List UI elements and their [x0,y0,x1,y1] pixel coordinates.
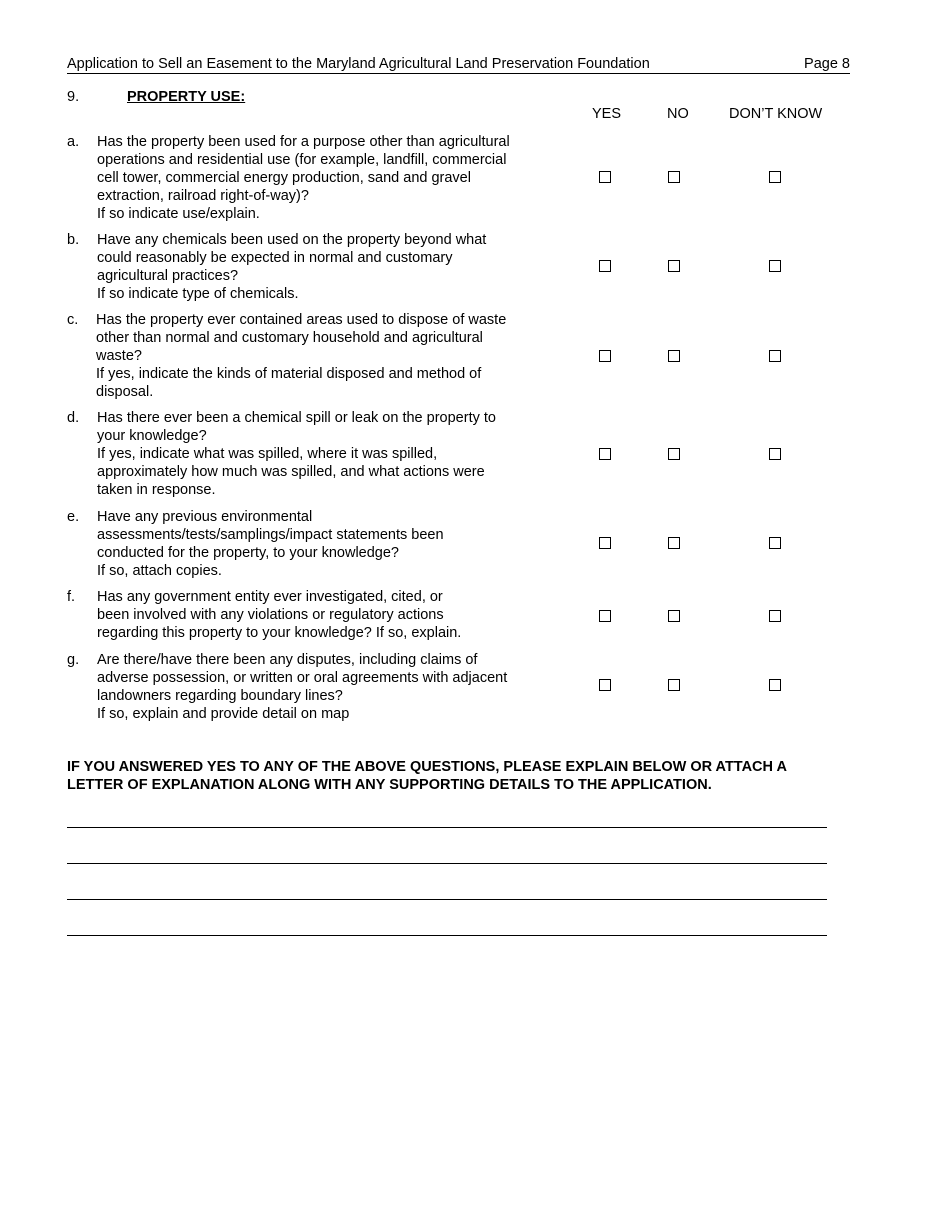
question-e-text: Have any previous environmental assessments/tests/samplings/impact statements been conducted for the property, to your knowledge? If so, attach copies. [97,509,444,579]
question-b-no-checkbox[interactable] [668,260,680,272]
question-c-dont-know-checkbox[interactable] [769,350,781,362]
question-d-letter: d. [67,410,80,426]
explanation-line-3[interactable] [67,899,827,900]
explanation-line-2[interactable] [67,863,827,864]
column-header-dont-know: DON’T KNOW [729,106,823,122]
question-a-no-checkbox[interactable] [668,171,680,183]
question-a-yes-checkbox[interactable] [599,171,611,183]
section-number: 9. [67,89,80,105]
explanation-line-1[interactable] [67,827,827,828]
question-a-text: Has the property been used for a purpose other than agricultural operations and residential use (for example, landfill, commercial cell tower, commercial energy production, sand and gravel extraction, railroad right-of-way)? If so indicate use/explain. [97,134,510,222]
question-g-letter: g. [67,652,80,668]
question-d-yes-checkbox[interactable] [599,448,611,460]
question-f-text: Has any government entity ever investigated, cited, or been involved with any violations or regulatory actions regarding this property to your knowledge? If so, explain. [97,589,462,641]
question-d-text: Has there ever been a chemical spill or leak on the property to your knowledge? If yes, indicate what was spilled, where it was spilled, approximately how much was spilled, and what actions were taken in response. [97,410,496,498]
column-header-no: NO [667,106,689,122]
question-f-letter: f. [67,589,76,605]
question-g-no-checkbox[interactable] [668,679,680,691]
question-c-text: Has the property ever contained areas used to dispose of waste other than normal and customary household and agricultural waste? If yes, indicate the kinds of material disposed and method of disposal. [96,312,507,400]
explanation-instruction: IF YOU ANSWERED YES TO ANY OF THE ABOVE QUESTIONS, PLEASE EXPLAIN BELOW OR ATTACH A LETTER OF EXPLANATION ALONG WITH ANY SUPPORTING DETAILS TO THE APPLICATION. [67,759,787,793]
question-e-yes-checkbox[interactable] [599,537,611,549]
page-number: Page 8 [804,56,850,72]
page-header [67,56,850,74]
question-c-no-checkbox[interactable] [668,350,680,362]
question-d-dont-know-checkbox[interactable] [769,448,781,460]
question-g-dont-know-checkbox[interactable] [769,679,781,691]
section-title: PROPERTY USE: [127,89,246,105]
document-title: Application to Sell an Easement to the Maryland Agricultural Land Preservation Foundation [67,56,650,72]
question-b-dont-know-checkbox[interactable] [769,260,781,272]
question-a-letter: a. [67,134,80,150]
question-b-letter: b. [67,232,80,248]
question-c-letter: c. [67,312,79,328]
question-f-no-checkbox[interactable] [668,610,680,622]
question-f-yes-checkbox[interactable] [599,610,611,622]
question-e-dont-know-checkbox[interactable] [769,537,781,549]
question-b-text: Have any chemicals been used on the property beyond what could reasonably be expected in normal and customary agricultural practices? If so indicate type of chemicals. [97,232,487,302]
question-g-yes-checkbox[interactable] [599,679,611,691]
question-e-no-checkbox[interactable] [668,537,680,549]
question-g-text: Are there/have there been any disputes, including claims of adverse possession, or written or oral agreements with adjacent landowners regarding boundary lines? If so, explain and provide detail on map [97,652,508,722]
question-d-no-checkbox[interactable] [668,448,680,460]
question-a-dont-know-checkbox[interactable] [769,171,781,183]
column-header-yes: YES [592,106,622,122]
explanation-line-4[interactable] [67,935,827,936]
question-e-letter: e. [67,509,80,525]
question-f-dont-know-checkbox[interactable] [769,610,781,622]
question-c-yes-checkbox[interactable] [599,350,611,362]
question-b-yes-checkbox[interactable] [599,260,611,272]
